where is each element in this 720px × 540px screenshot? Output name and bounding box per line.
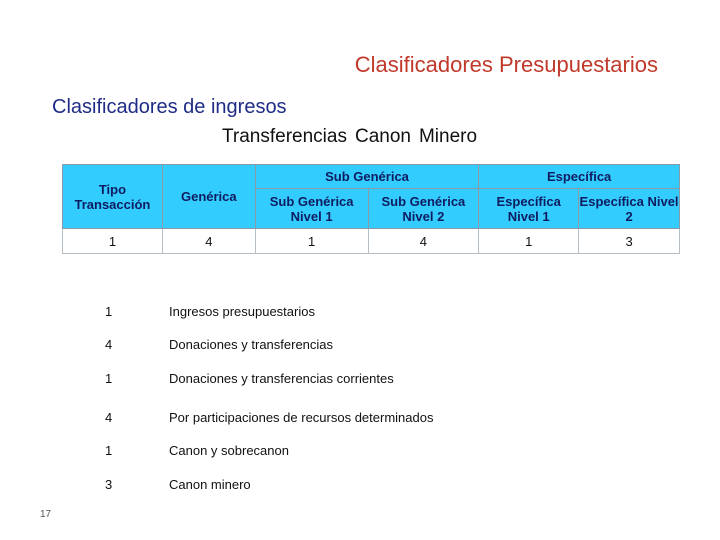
header-especifica-nivel-2: Específica Nivel 2 [579, 189, 680, 229]
slide-title: Clasificadores Presupuestarios [354, 52, 658, 77]
table-cell: 4 [162, 229, 255, 254]
sub-title-word: Transferencias [222, 126, 347, 147]
legend-description: Canon y sobrecanon [169, 443, 289, 458]
table-cell: 4 [368, 229, 479, 254]
legend-description: Por participaciones de recursos determinados [169, 410, 434, 425]
header-tipo-transaccion: Tipo Transacción [63, 165, 163, 229]
legend-description: Donaciones y transferencias corrientes [169, 371, 394, 386]
header-especifica: Específica [479, 165, 680, 189]
classifier-table [62, 164, 680, 254]
legend-description: Ingresos presupuestarios [169, 304, 315, 319]
legend-code: 1 [105, 371, 113, 386]
header-sub-generica-nivel-1: Sub Genérica Nivel 1 [255, 189, 368, 229]
header-sub-generica: Sub Genérica [255, 165, 479, 189]
page-number: 17 [40, 509, 52, 520]
legend-code: 1 [105, 443, 113, 458]
sub-title-word: Minero [418, 126, 478, 147]
sub-title [222, 126, 485, 148]
legend-code: 4 [105, 410, 113, 425]
legend-code: 3 [105, 477, 113, 492]
legend-description: Donaciones y transferencias [169, 337, 334, 352]
sub-title-word: Canon [354, 126, 411, 147]
table-cell: 1 [479, 229, 579, 254]
header-generica: Genérica [162, 165, 255, 229]
legend-description: Canon minero [169, 477, 251, 492]
header-sub-generica-nivel-2: Sub Genérica Nivel 2 [368, 189, 479, 229]
table-cell: 3 [579, 229, 680, 254]
section-title: Clasificadores de ingresos [52, 96, 287, 118]
legend-code: 1 [105, 304, 113, 319]
header-especifica-nivel-1: Específica Nivel 1 [479, 189, 579, 229]
table-row [63, 229, 680, 254]
table-cell: 1 [63, 229, 163, 254]
table-cell: 1 [255, 229, 368, 254]
legend-code: 4 [105, 337, 113, 352]
